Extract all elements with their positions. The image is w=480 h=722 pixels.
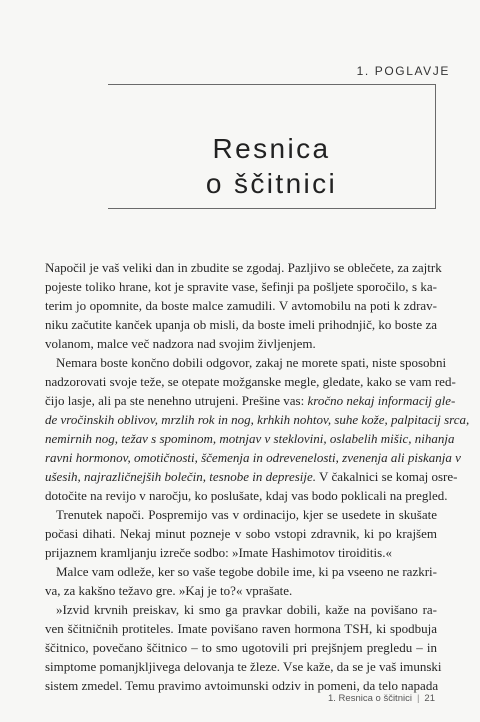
text-line [45, 391, 456, 410]
chapter-title [108, 131, 435, 201]
text-line: »Izvid krvnih preiskav, ki smo ga pravkar dobili, kaže na povišano ra- [56, 602, 437, 617]
text-line: Malce vam odleže, ker so vaše tegobe dobile ime, ki pa vseeno ne razkri- [56, 564, 437, 579]
text-line: ven ščitničnih protiteles. Imate povišano raven hormona TSH, ki spodbuja [45, 621, 437, 636]
text-line [45, 429, 455, 448]
title-frame-top [108, 84, 435, 85]
title-frame-bottom [108, 208, 436, 209]
text-segment: čijo lasje, ali pa ste nenehno utrujeni. Prešine vas: [45, 393, 308, 408]
text-line: Nemara boste končno dobili odgovor, zakaj ne morete spati, niste sposobni [56, 355, 447, 370]
text-segment-italic: de vročinskih oblivov, mrzlih rok in nog, krhkih nohtov, suhe kože, palpitacij srca, [45, 412, 470, 427]
text-line: nadzorovati svoje teže, se otepate možganske megle, gledate, kako se vam red- [45, 374, 456, 389]
page-footer [328, 693, 435, 704]
chapter-title-line-2: o ščitnici [205, 167, 338, 199]
text-line [45, 410, 470, 429]
text-line: ščitnico, povečano ščitnico – to smo ugotovili pri prejšnjem pregledu – in [45, 640, 437, 655]
page-number: 21 [424, 693, 435, 704]
text-line: sistem zmedel. Temu pravimo avtoimunski odziv in pomeni, da telo napada [45, 678, 439, 693]
body-text [45, 258, 470, 695]
title-frame-right [435, 84, 436, 208]
text-line: terim jo opomnite, da boste malce zamudili. V avtomobilu na poti k zdrav- [45, 298, 437, 313]
text-segment-italic: kročno nekaj informacij gle- [307, 393, 456, 408]
text-line: simptome pomanjkljivega delovanja te žleze. Vse kaže, da se je vaš imunski [45, 659, 442, 674]
text-line: niku začutite kanček upanja ob misli, da boste imeli prihodnjič, ko boste za [45, 317, 437, 332]
text-segment: V čakalnici se komaj osre- [316, 469, 458, 484]
running-title: 1. Resnica o ščitnici [328, 693, 412, 704]
text-line: počasi dihati. Nekaj minut pozneje v sobo vstopi zdravnik, ki po krajšem [45, 526, 437, 541]
text-segment-italic: ušesih, najrazličnejših bolečin, tesnobe in depresije. [45, 469, 317, 484]
text-line: prijaznem kramljanju izreče sodbo: »Imate Hashimotov tiroiditis.« [45, 545, 392, 560]
text-line: pojeste toliko hrane, kot je spravite vase, šefinji pa pošljete sporočilo, s ka- [45, 279, 437, 294]
chapter-title-line-1: Resnica [212, 132, 331, 164]
text-line [45, 467, 458, 486]
text-line: Napočil je vaš veliki dan in zbudite se zgodaj. Pazljivo se oblečete, za zajtrk [45, 260, 442, 275]
text-line: Trenutek napoči. Pospremijo vas v ordinacijo, kjer se usedete in skušate [56, 507, 437, 522]
text-line: volanom, malce več nadzora nad svojim življenjem. [45, 336, 316, 351]
chapter-label: 1. POGLAVJE [356, 64, 450, 78]
text-segment-italic: nemirnih nog, težav s spominom, motnjav v steklovini, oslabelih mišic, nihanja [45, 431, 455, 446]
text-segment-italic: ravni hormonov, omotičnosti, ščemenja in odrevenelosti, zvenenja ali piskanja v [45, 450, 461, 465]
text-line [45, 448, 461, 467]
footer-separator: | [416, 693, 420, 704]
text-line: dotočite na revijo v naročju, ko poslušate, kdaj vas bodo poklicali na pregled. [45, 488, 448, 503]
text-line: va, za kakšno težavo gre. »Kaj je to?« vprašate. [45, 583, 293, 598]
